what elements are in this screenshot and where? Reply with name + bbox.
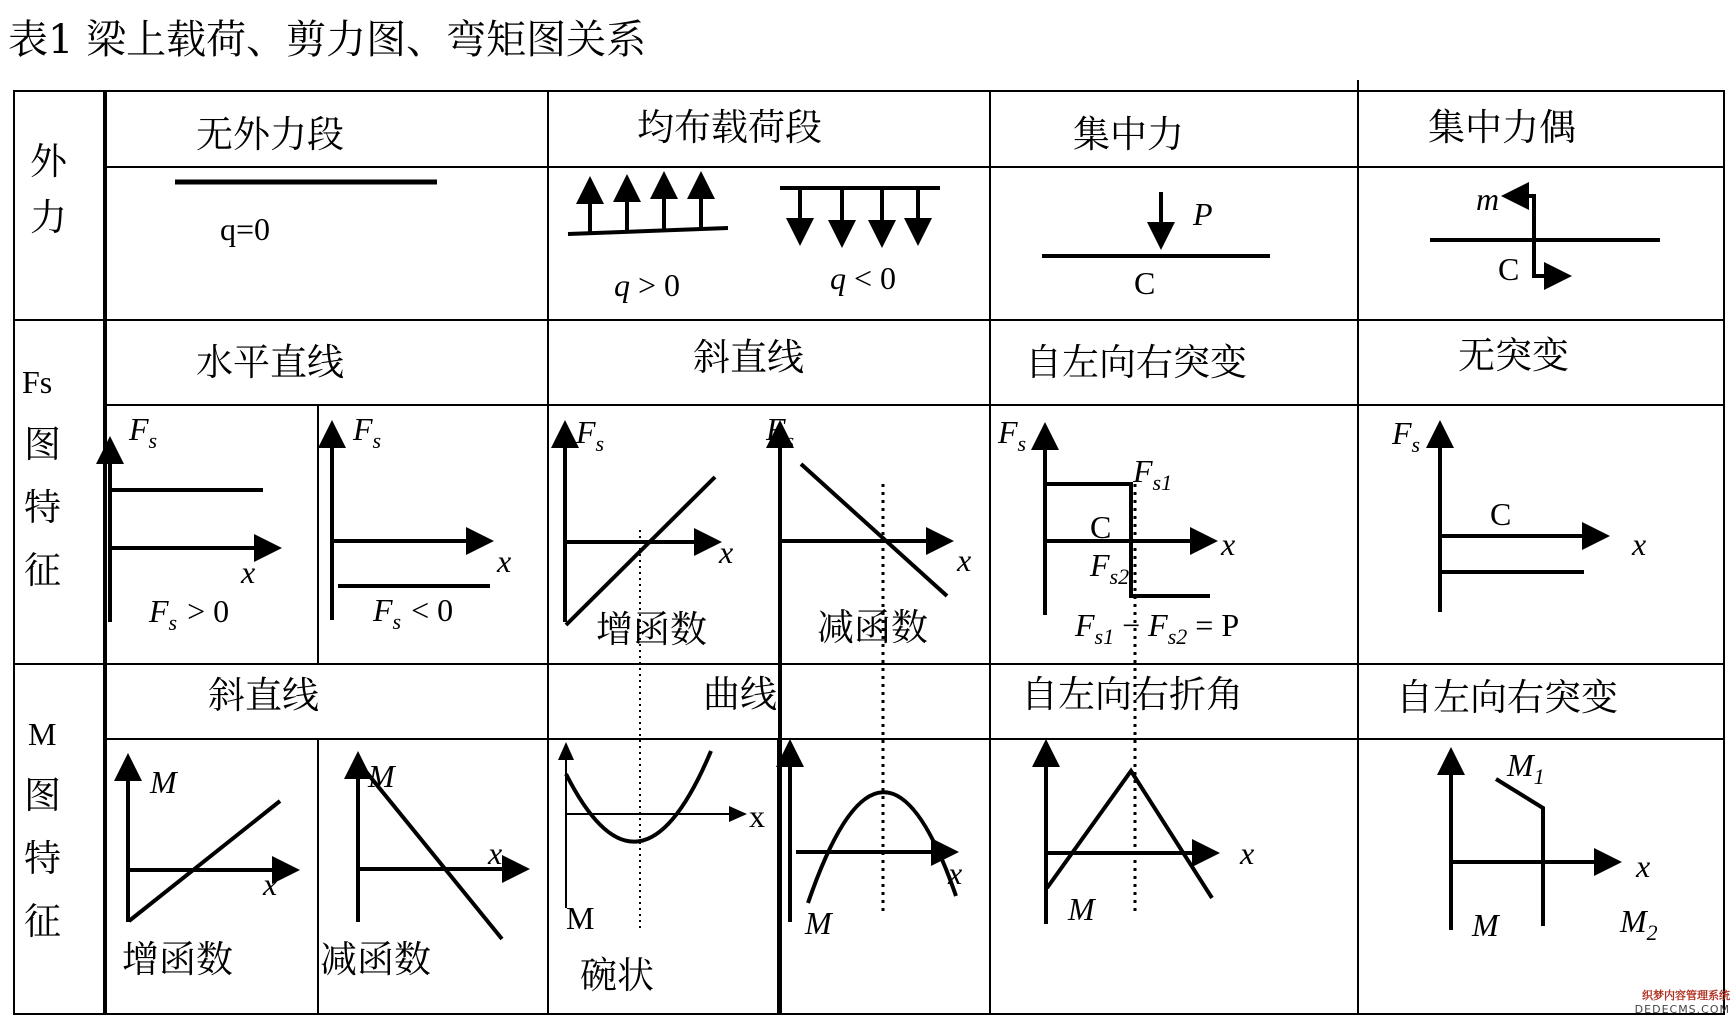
fs-diagram-no-jump — [1391, 415, 1646, 612]
label-Fs-positive: $F_s > 0$ — [149, 593, 230, 635]
row-header-m-3: 特 — [24, 837, 61, 880]
axis-label-M: M — [805, 905, 832, 941]
m-feature-curve: 曲线 — [703, 673, 777, 716]
row-header-fs-1: Fs — [22, 364, 53, 400]
fs-diagram-decreasing — [765, 411, 971, 1014]
label-Fs2: $F_{s2}$ — [1090, 547, 1130, 589]
m-line-increasing — [129, 801, 280, 921]
col-header-concentrated-force: 集中力 — [1073, 113, 1184, 156]
row-header-fs-2: 图 — [24, 423, 61, 466]
col-header-concentrated-couple: 集中力偶 — [1428, 106, 1576, 149]
row-header-fs-3: 特 — [24, 486, 61, 529]
axis-label-x: x — [488, 835, 503, 871]
m-diagram-jump — [1451, 747, 1658, 945]
fs-feature-inclined: 斜直线 — [693, 336, 804, 379]
load-concentrated-couple — [1430, 181, 1660, 287]
label-C-couple: C — [1498, 251, 1520, 287]
label-C-jump: C — [1090, 509, 1112, 545]
axis-label-M: M — [566, 900, 595, 936]
fs-diagram-negative — [332, 411, 511, 634]
m-diagram-kink — [1046, 743, 1254, 927]
m-diagram-increasing — [122, 757, 296, 981]
axis-label-x: x — [241, 554, 256, 590]
axis-label-x: x — [497, 543, 512, 579]
axis-label-M: M — [1068, 891, 1095, 927]
col-header-no-load: 无外力段 — [196, 113, 344, 156]
label-C-no-jump: C — [1490, 496, 1512, 532]
fs-line-decreasing — [801, 464, 947, 596]
label-jump-equation: $F_{s1} - F_{s2} = P$ — [1075, 607, 1240, 649]
load-concentrated-force — [1042, 192, 1270, 301]
m-diagram-hump — [790, 743, 962, 941]
label-q-zero: q=0 — [220, 211, 271, 247]
axis-label-x: x — [719, 534, 734, 570]
fs-feature-jump: 自左向右突变 — [1025, 341, 1247, 384]
note-bowl: 碗状 — [580, 954, 654, 997]
label-C-force: C — [1134, 265, 1156, 301]
axis-label-Fs: $F_s$ — [766, 411, 795, 453]
axis-label-M: M — [368, 758, 395, 794]
note-increasing: 增函数 — [122, 938, 233, 981]
axis-label-Fs: $F_s$ — [998, 414, 1027, 456]
label-m: m — [1476, 181, 1500, 217]
fs-diagram-jump — [997, 414, 1239, 649]
axis-label-Fs: $F_s$ — [353, 411, 382, 453]
row-header-external-top: 外 — [30, 140, 67, 183]
load-no-load — [175, 182, 437, 247]
load-distributed — [568, 175, 940, 303]
note-increasing: 增函数 — [596, 608, 707, 651]
m-diagram-bowl — [566, 744, 765, 997]
m-line-kink — [1047, 771, 1212, 898]
col-header-distributed-load: 均布载荷段 — [637, 106, 822, 149]
row-header-m-1: M — [28, 716, 57, 752]
axis-label-Fs: $F_s$ — [1392, 415, 1421, 457]
axis-label-x: x — [1221, 526, 1236, 562]
axis-label-x: x — [957, 542, 972, 578]
label-P: P — [1193, 196, 1213, 232]
axis-label-x: x — [1636, 848, 1651, 884]
m-feature-kink: 自左向右折角 — [1021, 673, 1243, 716]
label-q-positive: q > 0 — [614, 267, 681, 303]
page-title: 表1 梁上载荷、剪力图、弯矩图关系 — [8, 17, 647, 63]
axis-label-M: M — [1472, 907, 1499, 943]
axis-label-Fs: $F_s$ — [129, 411, 158, 453]
row-header-m-4: 征 — [24, 900, 61, 943]
axis-label-x: x — [749, 798, 765, 834]
couple-lower-arm — [1534, 240, 1568, 276]
m-line-jump — [1496, 779, 1543, 926]
note-decreasing: 减函数 — [817, 606, 928, 649]
axis-label-Fs: $F_s$ — [576, 414, 605, 456]
note-decreasing: 减函数 — [320, 938, 431, 981]
m-curve-bowl — [566, 751, 711, 842]
fs-feature-horizontal: 水平直线 — [196, 341, 344, 384]
axis-label-x: x — [948, 855, 963, 891]
fs-feature-no-jump: 无突变 — [1458, 334, 1569, 377]
label-Fs-negative: $F_s < 0$ — [373, 592, 454, 634]
axis-label-x: x — [1240, 835, 1255, 871]
row-header-m-2: 图 — [24, 774, 61, 817]
label-M2: $M_2$ — [1620, 903, 1658, 945]
label-q-negative: q < 0 — [830, 260, 897, 296]
watermark-logo — [1620, 987, 1730, 1021]
fs-diagram-increasing — [565, 414, 733, 651]
fs-diagram-positive — [110, 411, 278, 635]
axis-label-x: x — [263, 866, 278, 902]
axis-label-M: M — [150, 764, 177, 800]
m-diagram-decreasing — [320, 755, 526, 981]
watermark-line2: DEDECMS.COM — [1634, 1003, 1730, 1016]
m-feature-jump: 自左向右突变 — [1396, 676, 1618, 719]
row-header-fs-4: 征 — [24, 549, 61, 592]
label-Fs1: $F_{s1}$ — [1133, 453, 1173, 495]
m-feature-inclined: 斜直线 — [208, 674, 319, 717]
axis-label-x: x — [1632, 526, 1647, 562]
row-header-external: 外力 — [30, 140, 67, 239]
label-M1: $M_1$ — [1507, 747, 1545, 789]
watermark-line1: 织梦内容管理系统 — [1642, 989, 1730, 1002]
